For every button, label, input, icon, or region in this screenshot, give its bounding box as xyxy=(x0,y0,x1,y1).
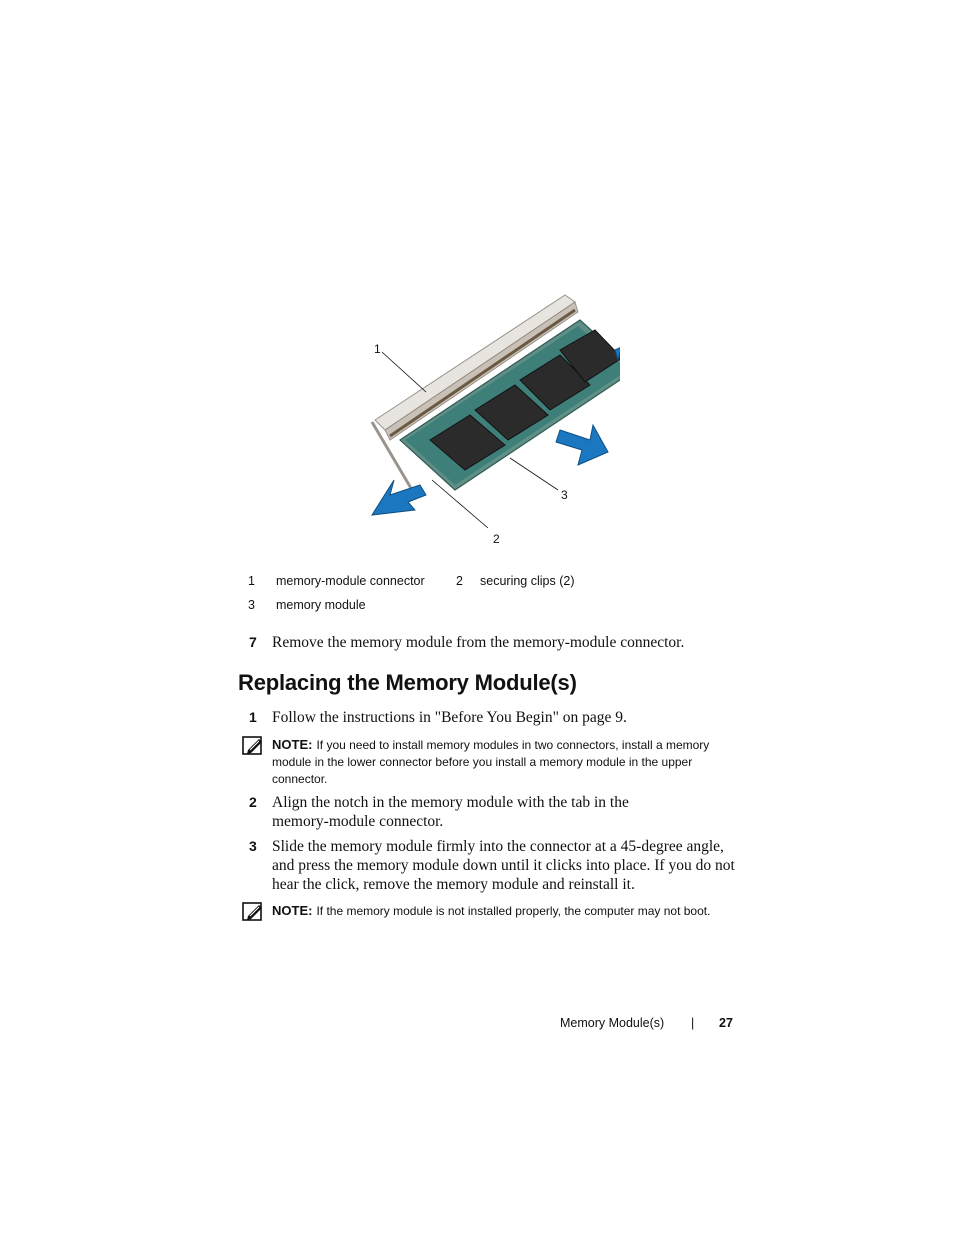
note-pencil-icon xyxy=(242,736,264,756)
step-1-number: 1 xyxy=(249,709,257,725)
step-1-text xyxy=(272,708,627,727)
step-2-number: 2 xyxy=(249,794,257,810)
step-1-line: Follow the instructions in "Before You Begin" on page 9. xyxy=(272,709,627,726)
legend-label-1: memory-module connector xyxy=(276,574,425,588)
note-2 xyxy=(272,902,752,920)
step-3-text xyxy=(272,837,735,894)
note-1 xyxy=(272,736,742,788)
note-2-label: NOTE: xyxy=(272,903,313,918)
step-7-text: Remove the memory module from the memory-module connector. xyxy=(272,634,685,651)
step-3-line-3: hear the click, remove the memory module and reinstall it. xyxy=(272,876,635,893)
step-3-number: 3 xyxy=(249,838,257,854)
callout-2: 2 xyxy=(493,532,500,546)
legend-num-3: 3 xyxy=(248,598,255,612)
note-2-line-1: If the memory module is not installed properly, the computer may not boot. xyxy=(316,904,711,918)
legend-label-3: memory module xyxy=(276,598,366,612)
callout-1: 1 xyxy=(374,342,381,356)
step-7-number: 7 xyxy=(249,634,257,650)
step-2-line-2: memory-module connector. xyxy=(272,813,444,830)
legend-num-2: 2 xyxy=(456,574,463,588)
legend-num-1: 1 xyxy=(248,574,255,588)
note-1-label: NOTE: xyxy=(272,737,313,752)
memory-module-illustration xyxy=(360,290,620,550)
note-pencil-icon xyxy=(242,902,264,922)
note-1-line-1: If you need to install memory modules in two connectors, install a memory xyxy=(316,738,710,752)
step-2-text xyxy=(272,793,629,831)
step-3-line-1: Slide the memory module firmly into the connector at a 45-degree angle, xyxy=(272,838,724,855)
step-3-line-2: and press the memory module down until it clicks into place. If you do not xyxy=(272,857,735,874)
callout-3: 3 xyxy=(561,488,568,502)
note-1-line-2: module in the lower connector before you install a memory module in the upper xyxy=(272,755,693,769)
page-number: 27 xyxy=(719,1016,733,1030)
section-heading: Replacing the Memory Module(s) xyxy=(238,670,577,695)
note-1-line-3: connector. xyxy=(272,772,328,786)
footer-section-name: Memory Module(s) xyxy=(560,1016,665,1030)
step-2-line-1: Align the notch in the memory module with the tab in the xyxy=(272,794,629,811)
legend-label-2: securing clips (2) xyxy=(480,574,575,588)
footer-separator: | xyxy=(691,1016,695,1030)
